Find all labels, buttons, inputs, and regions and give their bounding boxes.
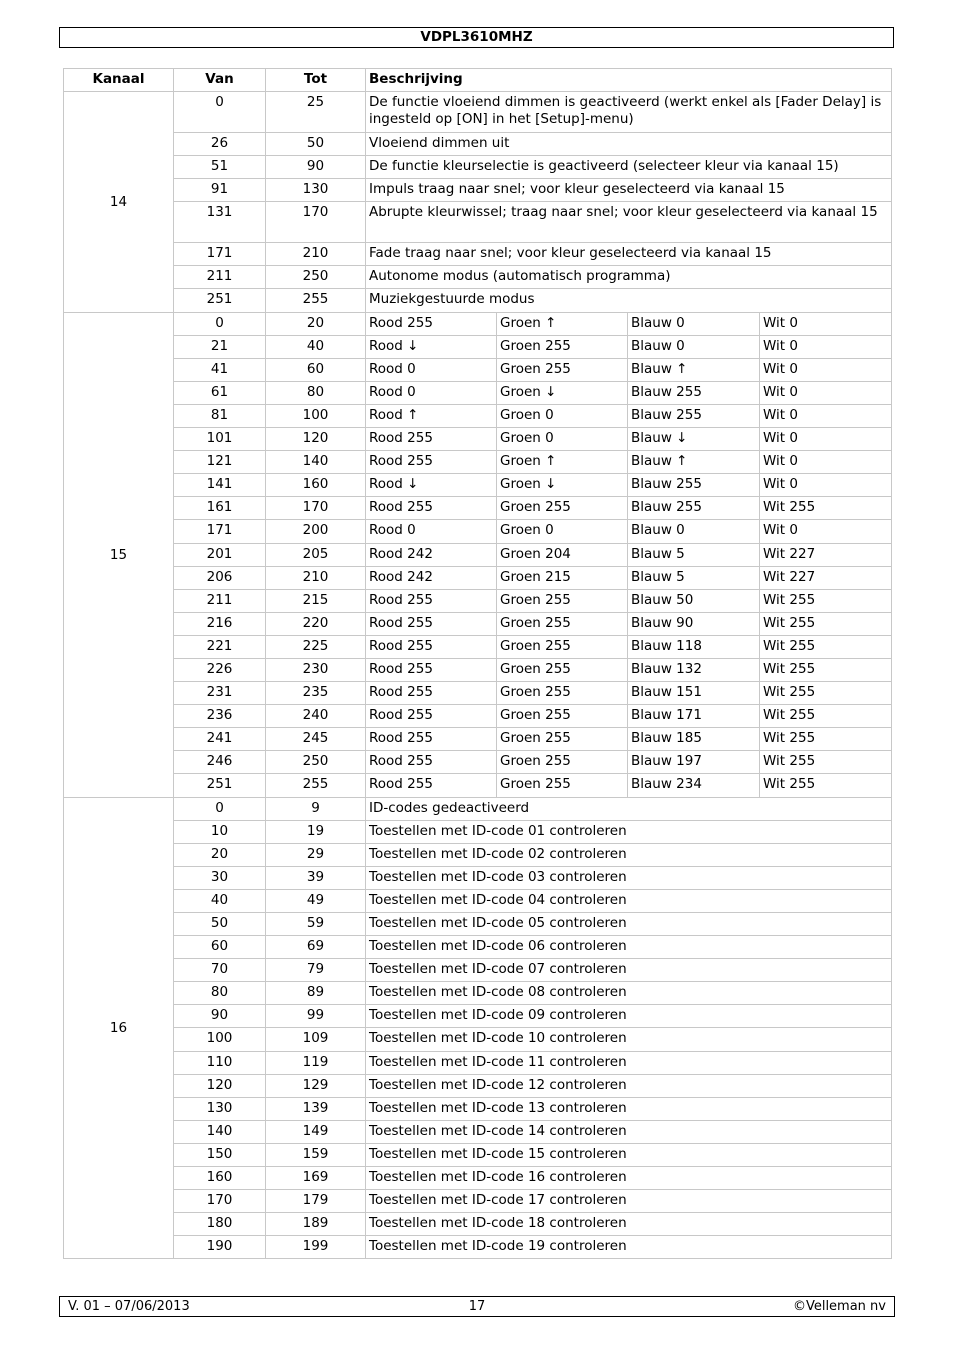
table-row bbox=[64, 589, 892, 612]
tot-cell: 160 bbox=[266, 474, 366, 497]
table-row bbox=[64, 751, 892, 774]
blauw-cell: Blauw 151 bbox=[628, 682, 760, 705]
rood-cell: Rood 0 bbox=[366, 381, 497, 404]
wit-cell: Wit 255 bbox=[760, 635, 892, 658]
van-cell: 80 bbox=[174, 982, 266, 1005]
van-cell: 50 bbox=[174, 913, 266, 936]
van-cell: 201 bbox=[174, 543, 266, 566]
description-cell: Toestellen met ID-code 19 controleren bbox=[366, 1236, 892, 1259]
groen-cell: Groen ↓ bbox=[497, 381, 628, 404]
table-row bbox=[64, 797, 892, 820]
groen-cell: Groen 255 bbox=[497, 658, 628, 681]
tot-cell: 129 bbox=[266, 1074, 366, 1097]
description-cell: Abrupte kleurwissel; traag naar snel; voor kleur geselecteerd via kanaal 15 bbox=[366, 202, 892, 243]
wit-cell: Wit 227 bbox=[760, 543, 892, 566]
tot-cell: 215 bbox=[266, 589, 366, 612]
rood-cell: Rood 255 bbox=[366, 705, 497, 728]
groen-cell: Groen 255 bbox=[497, 705, 628, 728]
wit-cell: Wit 255 bbox=[760, 728, 892, 751]
table-row bbox=[64, 243, 892, 266]
van-cell: 141 bbox=[174, 474, 266, 497]
table-row bbox=[64, 705, 892, 728]
tot-cell: 255 bbox=[266, 774, 366, 797]
tot-cell: 109 bbox=[266, 1028, 366, 1051]
tot-cell: 100 bbox=[266, 404, 366, 427]
description-cell: Toestellen met ID-code 13 controleren bbox=[366, 1097, 892, 1120]
blauw-cell: Blauw 255 bbox=[628, 404, 760, 427]
description-cell: Toestellen met ID-code 09 controleren bbox=[366, 1005, 892, 1028]
tot-cell: 250 bbox=[266, 266, 366, 289]
wit-cell: Wit 0 bbox=[760, 474, 892, 497]
tot-cell: 255 bbox=[266, 289, 366, 312]
van-cell: 140 bbox=[174, 1120, 266, 1143]
table-row bbox=[64, 179, 892, 202]
table-row bbox=[64, 728, 892, 751]
van-cell: 160 bbox=[174, 1167, 266, 1190]
van-cell: 241 bbox=[174, 728, 266, 751]
wit-cell: Wit 0 bbox=[760, 358, 892, 381]
van-cell: 70 bbox=[174, 959, 266, 982]
wit-cell: Wit 0 bbox=[760, 404, 892, 427]
rood-cell: Rood 255 bbox=[366, 774, 497, 797]
column-header-tot: Tot bbox=[266, 69, 366, 92]
description-cell: Toestellen met ID-code 07 controleren bbox=[366, 959, 892, 982]
table-row bbox=[64, 1051, 892, 1074]
rood-cell: Rood 255 bbox=[366, 751, 497, 774]
blauw-cell: Blauw 0 bbox=[628, 312, 760, 335]
groen-cell: Groen 0 bbox=[497, 520, 628, 543]
groen-cell: Groen ↑ bbox=[497, 451, 628, 474]
kanaal-cell: 16 bbox=[64, 797, 174, 1259]
table-row bbox=[64, 682, 892, 705]
description-cell: Toestellen met ID-code 04 controleren bbox=[366, 889, 892, 912]
copyright: ©Velleman nv bbox=[792, 1299, 886, 1314]
table-row bbox=[64, 1190, 892, 1213]
tot-cell: 139 bbox=[266, 1097, 366, 1120]
groen-cell: Groen ↑ bbox=[497, 312, 628, 335]
table-row bbox=[64, 843, 892, 866]
blauw-cell: Blauw 0 bbox=[628, 335, 760, 358]
table-row bbox=[64, 133, 892, 156]
van-cell: 20 bbox=[174, 843, 266, 866]
table-row bbox=[64, 474, 892, 497]
blauw-cell: Blauw 171 bbox=[628, 705, 760, 728]
rood-cell: Rood ↑ bbox=[366, 404, 497, 427]
wit-cell: Wit 255 bbox=[760, 774, 892, 797]
description-cell: Muziekgestuurde modus bbox=[366, 289, 892, 312]
tot-cell: 40 bbox=[266, 335, 366, 358]
van-cell: 226 bbox=[174, 658, 266, 681]
blauw-cell: Blauw 185 bbox=[628, 728, 760, 751]
van-cell: 110 bbox=[174, 1051, 266, 1074]
rood-cell: Rood ↓ bbox=[366, 474, 497, 497]
table-row bbox=[64, 358, 892, 381]
tot-cell: 25 bbox=[266, 92, 366, 133]
document-title: VDPL3610MHZ bbox=[420, 29, 533, 45]
van-cell: 216 bbox=[174, 612, 266, 635]
groen-cell: Groen 255 bbox=[497, 682, 628, 705]
tot-cell: 60 bbox=[266, 358, 366, 381]
groen-cell: Groen 255 bbox=[497, 751, 628, 774]
description-cell: Toestellen met ID-code 11 controleren bbox=[366, 1051, 892, 1074]
tot-cell: 130 bbox=[266, 179, 366, 202]
table-row bbox=[64, 543, 892, 566]
table-row bbox=[64, 866, 892, 889]
groen-cell: Groen 0 bbox=[497, 428, 628, 451]
van-cell: 0 bbox=[174, 92, 266, 133]
tot-cell: 245 bbox=[266, 728, 366, 751]
van-cell: 231 bbox=[174, 682, 266, 705]
blauw-cell: Blauw 132 bbox=[628, 658, 760, 681]
van-cell: 91 bbox=[174, 179, 266, 202]
table-row bbox=[64, 428, 892, 451]
wit-cell: Wit 0 bbox=[760, 335, 892, 358]
blauw-cell: Blauw 90 bbox=[628, 612, 760, 635]
description-cell: ID-codes gedeactiveerd bbox=[366, 797, 892, 820]
table-row bbox=[64, 92, 892, 133]
table-row bbox=[64, 1213, 892, 1236]
rood-cell: Rood 242 bbox=[366, 566, 497, 589]
wit-cell: Wit 0 bbox=[760, 381, 892, 404]
rood-cell: Rood 255 bbox=[366, 497, 497, 520]
wit-cell: Wit 255 bbox=[760, 705, 892, 728]
tot-cell: 20 bbox=[266, 312, 366, 335]
van-cell: 190 bbox=[174, 1236, 266, 1259]
groen-cell: Groen 255 bbox=[497, 335, 628, 358]
van-cell: 0 bbox=[174, 797, 266, 820]
table-body bbox=[64, 92, 892, 1259]
rood-cell: Rood 255 bbox=[366, 728, 497, 751]
tot-cell: 99 bbox=[266, 1005, 366, 1028]
description-cell: De functie vloeiend dimmen is geactiveerd (werkt enkel als [Fader Delay] is ingesteld op [ON] in het [Setup]-menu) bbox=[366, 92, 892, 133]
rood-cell: Rood 255 bbox=[366, 658, 497, 681]
column-header-van: Van bbox=[174, 69, 266, 92]
document-header bbox=[59, 27, 894, 48]
tot-cell: 19 bbox=[266, 820, 366, 843]
blauw-cell: Blauw 255 bbox=[628, 474, 760, 497]
van-cell: 101 bbox=[174, 428, 266, 451]
blauw-cell: Blauw ↑ bbox=[628, 358, 760, 381]
blauw-cell: Blauw 50 bbox=[628, 589, 760, 612]
tot-cell: 170 bbox=[266, 497, 366, 520]
description-cell: Toestellen met ID-code 02 controleren bbox=[366, 843, 892, 866]
tot-cell: 235 bbox=[266, 682, 366, 705]
tot-cell: 29 bbox=[266, 843, 366, 866]
wit-cell: Wit 0 bbox=[760, 451, 892, 474]
tot-cell: 225 bbox=[266, 635, 366, 658]
groen-cell: Groen 255 bbox=[497, 728, 628, 751]
groen-cell: Groen 204 bbox=[497, 543, 628, 566]
van-cell: 30 bbox=[174, 866, 266, 889]
tot-cell: 169 bbox=[266, 1167, 366, 1190]
groen-cell: Groen 255 bbox=[497, 774, 628, 797]
table-row bbox=[64, 913, 892, 936]
groen-cell: Groen 255 bbox=[497, 497, 628, 520]
blauw-cell: Blauw 234 bbox=[628, 774, 760, 797]
wit-cell: Wit 227 bbox=[760, 566, 892, 589]
blauw-cell: Blauw 197 bbox=[628, 751, 760, 774]
table-row bbox=[64, 1074, 892, 1097]
table-row bbox=[64, 774, 892, 797]
tot-cell: 199 bbox=[266, 1236, 366, 1259]
rood-cell: Rood 255 bbox=[366, 428, 497, 451]
rood-cell: Rood 255 bbox=[366, 682, 497, 705]
table-row bbox=[64, 451, 892, 474]
table-row bbox=[64, 404, 892, 427]
tot-cell: 159 bbox=[266, 1143, 366, 1166]
wit-cell: Wit 255 bbox=[760, 612, 892, 635]
table-row bbox=[64, 1005, 892, 1028]
table-row bbox=[64, 658, 892, 681]
table-row bbox=[64, 381, 892, 404]
van-cell: 170 bbox=[174, 1190, 266, 1213]
table-row bbox=[64, 1143, 892, 1166]
description-cell: Toestellen met ID-code 01 controleren bbox=[366, 820, 892, 843]
table-header-row bbox=[64, 69, 892, 92]
version-date: V. 01 – 07/06/2013 bbox=[68, 1299, 190, 1314]
description-cell: Toestellen met ID-code 17 controleren bbox=[366, 1190, 892, 1213]
table-row bbox=[64, 936, 892, 959]
van-cell: 120 bbox=[174, 1074, 266, 1097]
table-row bbox=[64, 520, 892, 543]
rood-cell: Rood 255 bbox=[366, 589, 497, 612]
description-cell: Toestellen met ID-code 03 controleren bbox=[366, 866, 892, 889]
description-cell: Toestellen met ID-code 06 controleren bbox=[366, 936, 892, 959]
tot-cell: 205 bbox=[266, 543, 366, 566]
table-row bbox=[64, 266, 892, 289]
tot-cell: 200 bbox=[266, 520, 366, 543]
tot-cell: 179 bbox=[266, 1190, 366, 1213]
table-row bbox=[64, 335, 892, 358]
description-cell: Toestellen met ID-code 10 controleren bbox=[366, 1028, 892, 1051]
table-row bbox=[64, 202, 892, 243]
van-cell: 121 bbox=[174, 451, 266, 474]
wit-cell: Wit 255 bbox=[760, 751, 892, 774]
rood-cell: Rood 255 bbox=[366, 635, 497, 658]
table-row bbox=[64, 982, 892, 1005]
van-cell: 21 bbox=[174, 335, 266, 358]
wit-cell: Wit 0 bbox=[760, 312, 892, 335]
description-cell: Toestellen met ID-code 16 controleren bbox=[366, 1167, 892, 1190]
van-cell: 81 bbox=[174, 404, 266, 427]
table-row bbox=[64, 497, 892, 520]
blauw-cell: Blauw ↑ bbox=[628, 451, 760, 474]
rood-cell: Rood 242 bbox=[366, 543, 497, 566]
groen-cell: Groen 255 bbox=[497, 589, 628, 612]
table-row bbox=[64, 1097, 892, 1120]
description-cell: Toestellen met ID-code 05 controleren bbox=[366, 913, 892, 936]
van-cell: 211 bbox=[174, 266, 266, 289]
table-row bbox=[64, 959, 892, 982]
description-cell: Impuls traag naar snel; voor kleur geselecteerd via kanaal 15 bbox=[366, 179, 892, 202]
van-cell: 251 bbox=[174, 774, 266, 797]
rood-cell: Rood 255 bbox=[366, 312, 497, 335]
van-cell: 10 bbox=[174, 820, 266, 843]
blauw-cell: Blauw ↓ bbox=[628, 428, 760, 451]
tot-cell: 149 bbox=[266, 1120, 366, 1143]
van-cell: 26 bbox=[174, 133, 266, 156]
van-cell: 150 bbox=[174, 1143, 266, 1166]
van-cell: 60 bbox=[174, 936, 266, 959]
rood-cell: Rood 0 bbox=[366, 520, 497, 543]
wit-cell: Wit 0 bbox=[760, 428, 892, 451]
groen-cell: Groen 255 bbox=[497, 358, 628, 381]
kanaal-cell: 14 bbox=[64, 92, 174, 313]
van-cell: 100 bbox=[174, 1028, 266, 1051]
description-cell: De functie kleurselectie is geactiveerd (selecteer kleur via kanaal 15) bbox=[366, 156, 892, 179]
tot-cell: 230 bbox=[266, 658, 366, 681]
column-header-kanaal: Kanaal bbox=[64, 69, 174, 92]
blauw-cell: Blauw 255 bbox=[628, 381, 760, 404]
tot-cell: 90 bbox=[266, 156, 366, 179]
wit-cell: Wit 255 bbox=[760, 497, 892, 520]
groen-cell: Groen 255 bbox=[497, 612, 628, 635]
tot-cell: 119 bbox=[266, 1051, 366, 1074]
wit-cell: Wit 255 bbox=[760, 589, 892, 612]
blauw-cell: Blauw 118 bbox=[628, 635, 760, 658]
van-cell: 90 bbox=[174, 1005, 266, 1028]
description-cell: Vloeiend dimmen uit bbox=[366, 133, 892, 156]
tot-cell: 39 bbox=[266, 866, 366, 889]
table-row bbox=[64, 1167, 892, 1190]
blauw-cell: Blauw 5 bbox=[628, 543, 760, 566]
tot-cell: 220 bbox=[266, 612, 366, 635]
table-row bbox=[64, 312, 892, 335]
van-cell: 180 bbox=[174, 1213, 266, 1236]
van-cell: 61 bbox=[174, 381, 266, 404]
description-cell: Toestellen met ID-code 12 controleren bbox=[366, 1074, 892, 1097]
tot-cell: 50 bbox=[266, 133, 366, 156]
page-number: 17 bbox=[468, 1299, 486, 1314]
rood-cell: Rood 255 bbox=[366, 451, 497, 474]
table-row bbox=[64, 289, 892, 312]
description-cell: Fade traag naar snel; voor kleur geselecteerd via kanaal 15 bbox=[366, 243, 892, 266]
tot-cell: 189 bbox=[266, 1213, 366, 1236]
tot-cell: 69 bbox=[266, 936, 366, 959]
van-cell: 0 bbox=[174, 312, 266, 335]
van-cell: 40 bbox=[174, 889, 266, 912]
blauw-cell: Blauw 5 bbox=[628, 566, 760, 589]
tot-cell: 89 bbox=[266, 982, 366, 1005]
description-cell: Toestellen met ID-code 18 controleren bbox=[366, 1213, 892, 1236]
van-cell: 246 bbox=[174, 751, 266, 774]
van-cell: 171 bbox=[174, 243, 266, 266]
van-cell: 251 bbox=[174, 289, 266, 312]
wit-cell: Wit 255 bbox=[760, 658, 892, 681]
tot-cell: 80 bbox=[266, 381, 366, 404]
groen-cell: Groen 255 bbox=[497, 635, 628, 658]
van-cell: 221 bbox=[174, 635, 266, 658]
tot-cell: 49 bbox=[266, 889, 366, 912]
table-row bbox=[64, 612, 892, 635]
van-cell: 131 bbox=[174, 202, 266, 243]
rood-cell: Rood 0 bbox=[366, 358, 497, 381]
tot-cell: 140 bbox=[266, 451, 366, 474]
van-cell: 161 bbox=[174, 497, 266, 520]
van-cell: 236 bbox=[174, 705, 266, 728]
kanaal-cell: 15 bbox=[64, 312, 174, 797]
dmx-channel-table bbox=[63, 68, 892, 1259]
van-cell: 51 bbox=[174, 156, 266, 179]
description-cell: Autonome modus (automatisch programma) bbox=[366, 266, 892, 289]
tot-cell: 59 bbox=[266, 913, 366, 936]
blauw-cell: Blauw 0 bbox=[628, 520, 760, 543]
tot-cell: 210 bbox=[266, 566, 366, 589]
wit-cell: Wit 0 bbox=[760, 520, 892, 543]
tot-cell: 250 bbox=[266, 751, 366, 774]
description-cell: Toestellen met ID-code 15 controleren bbox=[366, 1143, 892, 1166]
van-cell: 206 bbox=[174, 566, 266, 589]
table-row bbox=[64, 566, 892, 589]
blauw-cell: Blauw 255 bbox=[628, 497, 760, 520]
tot-cell: 120 bbox=[266, 428, 366, 451]
van-cell: 171 bbox=[174, 520, 266, 543]
tot-cell: 170 bbox=[266, 202, 366, 243]
rood-cell: Rood ↓ bbox=[366, 335, 497, 358]
wit-cell: Wit 255 bbox=[760, 682, 892, 705]
tot-cell: 240 bbox=[266, 705, 366, 728]
van-cell: 130 bbox=[174, 1097, 266, 1120]
groen-cell: Groen 0 bbox=[497, 404, 628, 427]
table-row bbox=[64, 156, 892, 179]
tot-cell: 79 bbox=[266, 959, 366, 982]
table-row bbox=[64, 635, 892, 658]
table-row bbox=[64, 1120, 892, 1143]
table-row bbox=[64, 889, 892, 912]
table-row bbox=[64, 820, 892, 843]
van-cell: 41 bbox=[174, 358, 266, 381]
groen-cell: Groen 215 bbox=[497, 566, 628, 589]
description-cell: Toestellen met ID-code 08 controleren bbox=[366, 982, 892, 1005]
table-row bbox=[64, 1236, 892, 1259]
table-row bbox=[64, 1028, 892, 1051]
document-footer bbox=[59, 1296, 895, 1317]
rood-cell: Rood 255 bbox=[366, 612, 497, 635]
tot-cell: 210 bbox=[266, 243, 366, 266]
tot-cell: 9 bbox=[266, 797, 366, 820]
van-cell: 211 bbox=[174, 589, 266, 612]
groen-cell: Groen ↓ bbox=[497, 474, 628, 497]
column-header-beschrijving: Beschrijving bbox=[366, 69, 892, 92]
description-cell: Toestellen met ID-code 14 controleren bbox=[366, 1120, 892, 1143]
